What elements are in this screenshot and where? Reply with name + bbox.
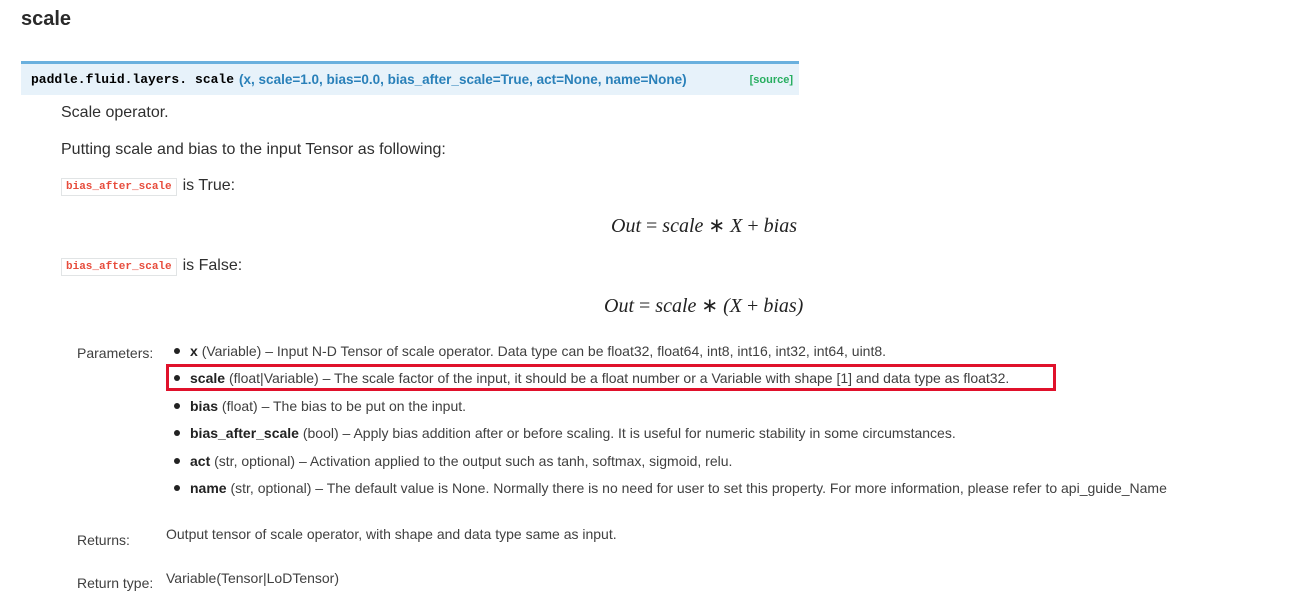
bias-after-scale-code: bias_after_scale	[61, 258, 177, 276]
formula-bias-after	[611, 213, 797, 238]
formula-eq: =	[646, 215, 658, 237]
param-name: x	[190, 343, 198, 359]
source-link[interactable]: [source]	[749, 74, 793, 86]
formula-out: Out	[611, 215, 641, 237]
case-false-text: is False:	[182, 257, 243, 274]
param-desc: (bool) – Apply bias addition after or before scaling. It is useful for numeric stability in some circumstances.	[302, 425, 956, 442]
description-line-2: Putting scale and bias to the input Tensor as following:	[61, 141, 446, 158]
return-type-label: Return type:	[77, 575, 154, 591]
formula-bias: bias	[763, 295, 797, 317]
formula-scale: scale	[662, 215, 704, 237]
returns-text: Output tensor of scale operator, with shape and data type same as input.	[166, 526, 617, 542]
param-item	[174, 395, 1167, 422]
case-true-text: is True:	[182, 177, 236, 194]
returns-label: Returns:	[77, 532, 130, 548]
module-path: paddle.fluid.layers.	[31, 72, 188, 87]
function-params: (x, scale=1.0, bias=0.0, bias_after_scale=True, act=None, name=None)	[239, 72, 687, 87]
formula-x: (X	[723, 295, 743, 317]
formula-out: Out	[604, 295, 634, 317]
param-item	[174, 477, 1167, 504]
param-name: name	[190, 479, 227, 496]
param-desc: (Variable) – Input N-D Tensor of scale operator. Data type can be float32, float64, int8, int16, int32, int64, uint8.	[201, 343, 887, 359]
bias-after-scale-code: bias_after_scale	[61, 178, 177, 196]
param-name: act	[190, 452, 211, 469]
param-name: scale	[190, 370, 226, 387]
param-name: bias_after_scale	[190, 425, 299, 442]
case-false-line	[61, 257, 242, 275]
param-desc: (str, optional) – The default value is None. Normally there is no need for user to set this property. For more information, please refer to api_guide_Name	[230, 479, 1167, 496]
page-title: scale	[21, 8, 72, 30]
formula-mul: ∗	[708, 215, 726, 237]
highlight-box	[166, 364, 1056, 391]
param-item	[174, 422, 1167, 449]
formula-bias-before	[604, 293, 803, 318]
formula-plus: +	[747, 295, 759, 317]
description-line-1: Scale operator.	[61, 104, 169, 121]
param-desc: (float) – The bias to be put on the input.	[221, 397, 467, 414]
return-type-text: Variable(Tensor|LoDTensor)	[166, 570, 340, 586]
param-item	[174, 450, 1167, 477]
param-name: bias	[190, 397, 219, 414]
formula-mul: ∗	[701, 295, 719, 317]
case-true-line	[61, 177, 235, 195]
formula-eq: =	[639, 295, 651, 317]
formula-rparen: )	[796, 295, 804, 317]
param-desc: (str, optional) – Activation applied to the output such as tanh, softmax, sigmoid, relu.	[214, 452, 733, 469]
formula-x: X	[730, 215, 743, 237]
parameters-label: Parameters:	[77, 345, 154, 361]
formula-scale: scale	[655, 295, 697, 317]
param-desc: (float|Variable) – The scale factor of the input, it should be a float number or a Variable with shape [1] and data type as float32.	[228, 370, 1010, 387]
function-name: scale	[195, 72, 235, 87]
formula-bias: bias	[763, 215, 797, 237]
formula-plus: +	[747, 215, 759, 237]
function-signature	[21, 61, 799, 95]
